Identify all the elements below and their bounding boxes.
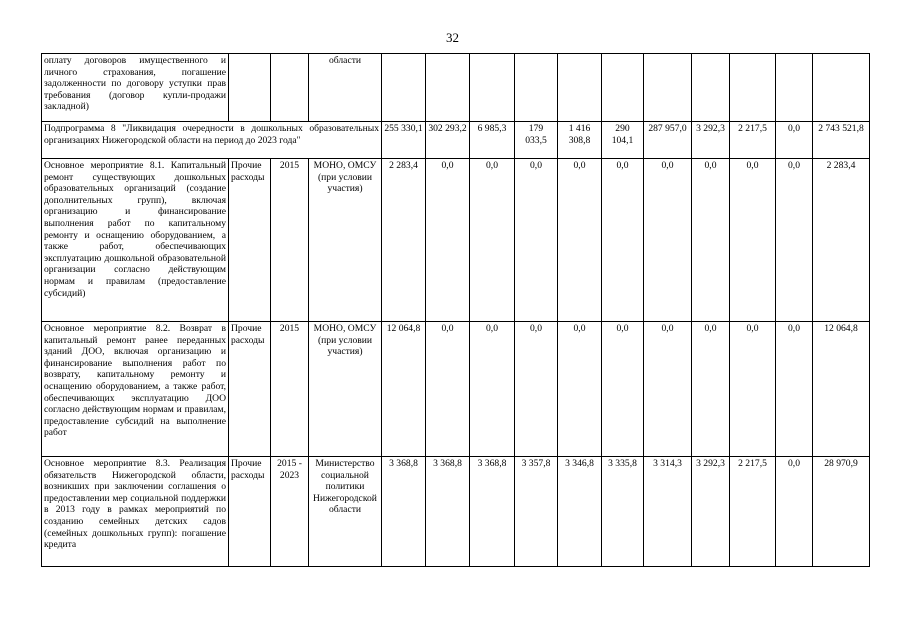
value-cell: 0,0: [644, 322, 692, 457]
executor: МОНО, ОМСУ (при условии участия): [309, 159, 382, 322]
subprogram-title: Подпрограмма 8 "Ликвидация очередности в дошкольных образовательных организациях Нижегородской области на период до 2023 года": [42, 122, 382, 159]
value-cell: 0,0: [776, 122, 813, 159]
value-cell: 0,0: [602, 322, 644, 457]
table-row: [42, 457, 870, 567]
page-number: 32: [446, 30, 459, 45]
value-cell: [426, 54, 470, 122]
value-cell: 2 283,4: [382, 159, 426, 322]
value-cell: 3 357,8: [515, 457, 558, 567]
value-cell: 0,0: [426, 159, 470, 322]
value-cell: 3 368,8: [470, 457, 515, 567]
expense-type: Прочие расходы: [229, 322, 271, 457]
value-cell: [692, 54, 730, 122]
value-cell: 28 970,9: [813, 457, 870, 567]
value-cell: [382, 54, 426, 122]
period: 2015 - 2023: [271, 457, 309, 567]
budget-table: [41, 53, 870, 567]
expense-type: [229, 54, 271, 122]
value-cell: 0,0: [776, 322, 813, 457]
value-cell: 2 217,5: [730, 122, 776, 159]
value-cell: 3 292,3: [692, 457, 730, 567]
value-cell: 3 368,8: [426, 457, 470, 567]
value-cell: 0,0: [730, 322, 776, 457]
value-cell: 3 335,8: [602, 457, 644, 567]
value-cell: 3 346,8: [558, 457, 602, 567]
value-cell: 290 104,1: [602, 122, 644, 159]
value-cell: [813, 54, 870, 122]
value-cell: 0,0: [558, 322, 602, 457]
value-cell: 0,0: [776, 159, 813, 322]
value-cell: 0,0: [515, 322, 558, 457]
value-cell: [558, 54, 602, 122]
expense-type: Прочие расходы: [229, 457, 271, 567]
value-cell: 0,0: [644, 159, 692, 322]
value-cell: 255 330,1: [382, 122, 426, 159]
value-cell: 2 217,5: [730, 457, 776, 567]
value-cell: 0,0: [730, 159, 776, 322]
row-description: Основное мероприятие 8.1. Капитальный ремонт существующих дошкольных образовательных организаций (создание дополнительных групп), включая организацию и финансирование выполнения работ по капитальному ремонту и оснащению оборудованием, а также работ, обеспечивающих эксплуатацию дошкольной образовательной организации согласно действующим нормам и правилам (предоставление субсидий): [42, 159, 229, 322]
value-cell: 0,0: [515, 159, 558, 322]
value-cell: 12 064,8: [813, 322, 870, 457]
value-cell: 0,0: [602, 159, 644, 322]
value-cell: [515, 54, 558, 122]
value-cell: 302 293,2: [426, 122, 470, 159]
value-cell: [470, 54, 515, 122]
period: 2015: [271, 159, 309, 322]
value-cell: 3 368,8: [382, 457, 426, 567]
value-cell: 12 064,8: [382, 322, 426, 457]
row-description: Основное мероприятие 8.2. Возврат в капитальный ремонт ранее переданных зданий ДОО, включая организацию и финансирование выполнения работ по возврату, капитальному ремонту и оснащению оборудованием, а также работ, обеспечивающих эксплуатацию ДОО согласно действующим нормам и правилам, предоставление субсидий на выполнение работ: [42, 322, 229, 457]
value-cell: [776, 54, 813, 122]
value-cell: [602, 54, 644, 122]
value-cell: [730, 54, 776, 122]
period: [271, 54, 309, 122]
value-cell: 0,0: [470, 159, 515, 322]
value-cell: 1 416 308,8: [558, 122, 602, 159]
table-row: [42, 322, 870, 457]
value-cell: 287 957,0: [644, 122, 692, 159]
value-cell: 0,0: [426, 322, 470, 457]
value-cell: 0,0: [776, 457, 813, 567]
executor: МОНО, ОМСУ (при условии участия): [309, 322, 382, 457]
value-cell: 0,0: [558, 159, 602, 322]
value-cell: 3 314,3: [644, 457, 692, 567]
value-cell: 2 283,4: [813, 159, 870, 322]
value-cell: 6 985,3: [470, 122, 515, 159]
expense-type: Прочие расходы: [229, 159, 271, 322]
table-row: [42, 122, 870, 159]
table-row: [42, 54, 870, 122]
executor: области: [309, 54, 382, 122]
value-cell: 179 033,5: [515, 122, 558, 159]
value-cell: 0,0: [692, 322, 730, 457]
value-cell: 0,0: [692, 159, 730, 322]
value-cell: [644, 54, 692, 122]
value-cell: 2 743 521,8: [813, 122, 870, 159]
table-row: [42, 159, 870, 322]
value-cell: 3 292,3: [692, 122, 730, 159]
row-description: Основное мероприятие 8.3. Реализация обязательств Нижегородской области, возникших при заключении соглашения о предоставлении мер социальной поддержки в 2013 году в рамках мероприятий по созданию семейных детских садов (семейных дошкольных групп): погашение кредита: [42, 457, 229, 567]
row-description: оплату договоров имущественного и личного страхования, погашение задолженности по договору уступки прав требования (договор купли-продажи закладной): [42, 54, 229, 122]
period: 2015: [271, 322, 309, 457]
value-cell: 0,0: [470, 322, 515, 457]
executor: Министерство социальной политики Нижегородской области: [309, 457, 382, 567]
